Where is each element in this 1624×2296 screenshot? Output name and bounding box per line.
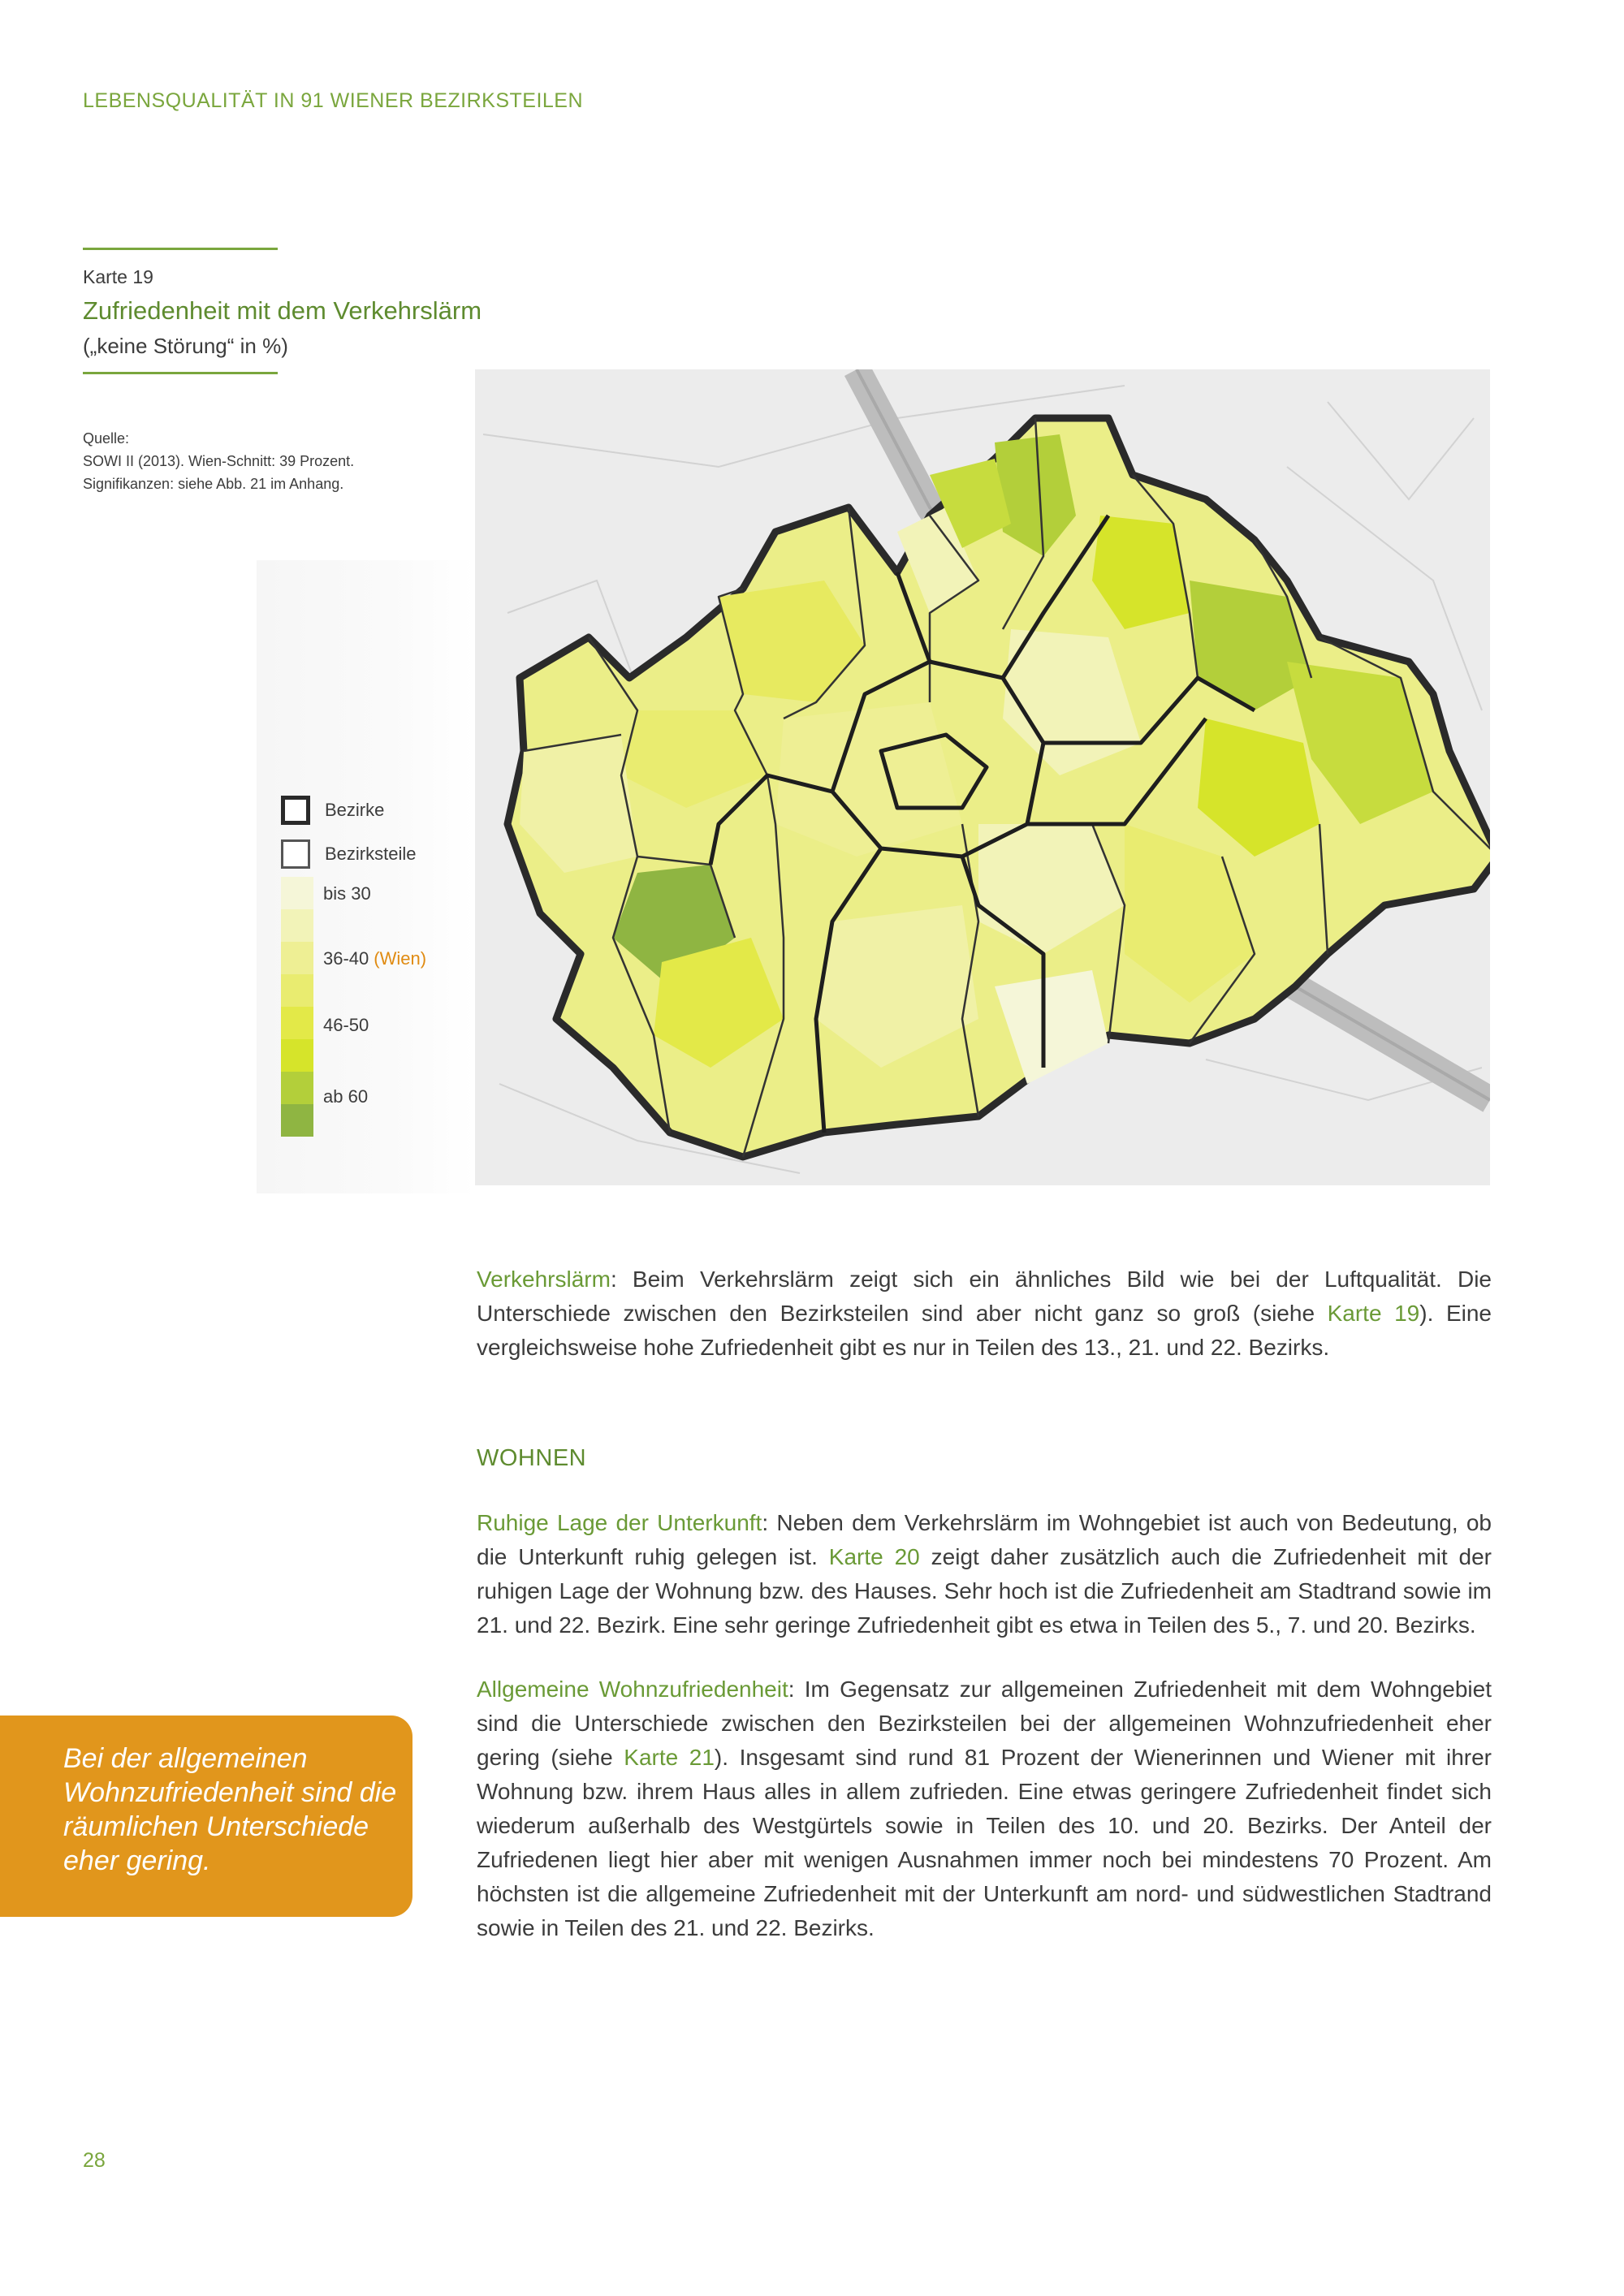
legend-ramp-swatch [281, 909, 313, 942]
pull-quote-callout [0, 1716, 412, 1917]
legend-swatch-bezirksteile [281, 839, 310, 869]
map-source [83, 427, 424, 495]
legend-class-2: 36-40 (Wien) [323, 948, 427, 969]
legend-class-1: bis 30 [323, 883, 371, 904]
legend-ramp-swatch [281, 974, 313, 1007]
legend-ramp-swatch [281, 942, 313, 974]
paragraph-lead-verkehrslaerm: Verkehrslärm [477, 1267, 611, 1292]
legend-ramp-swatch [281, 1039, 313, 1072]
legend-ramp-swatch [281, 1104, 313, 1137]
legend-ramp-swatch [281, 1072, 313, 1104]
legend-wien-note: (Wien) [374, 948, 427, 969]
callout-text: Bei der allgemeinen Wohnzufriedenheit sind die räumlichen Unterschiede eher gering. [63, 1743, 397, 1876]
running-header: LEBENSQUALITÄT IN 91 WIENER BEZIRKSTEILEN [83, 89, 584, 112]
caption-rule-bottom [83, 372, 278, 374]
paragraph-verkehrslaerm: Verkehrslärm: Beim Verkehrslärm zeigt sich ein ähnliches Bild wie bei der Luftqualität. Die Unterschiede zwischen den Bezirksteilen sind aber nicht ganz so groß (siehe Karte 19). Eine vergleichsweise hohe Zufriedenheit gibt es nur in Teilen des 13., 21. und 22. Bezirks. [477, 1267, 1492, 1360]
paragraph-ruhige-lage: Ruhige Lage der Unterkunft: Neben dem Verkehrslärm im Wohngebiet ist auch von Bedeutung, ob die Unterkunft ruhig gelegen ist. Karte 20 zeigt daher zusätzlich auch die Zufriedenheit mit der ruhigen Lage der Wohnung bzw. des Hauses. Sehr hoch ist die Zufriedenheit am Stadtrand sowie im 21. und 22. Bezirk. Eine sehr geringe Zufriedenheit gibt es etwa in Teilen des 5., 7. und 20. Bezirks. [477, 1510, 1492, 1638]
map-label: Karte 19 [83, 266, 153, 287]
legend-class-4: ab 60 [323, 1086, 369, 1107]
source-label: Quelle: [83, 430, 130, 447]
legend-class-3: 46-50 [323, 1015, 369, 1035]
legend-item-bezirksteile [281, 839, 416, 869]
page-number: 28 [83, 2149, 106, 2172]
legend-label-bezirksteile: Bezirksteile [325, 844, 417, 864]
legend-label-bezirke: Bezirke [325, 800, 385, 820]
ref-karte-20[interactable]: Karte 20 [828, 1544, 920, 1569]
map-title: Zufriedenheit mit dem Verkehrslärm [83, 296, 482, 325]
legend-ramp-swatch [281, 877, 313, 909]
source-line-2: Signifikanzen: siehe Abb. 21 im Anhang. [83, 476, 344, 492]
source-line-1: SOWI II (2013). Wien-Schnitt: 39 Prozent. [83, 453, 355, 469]
vienna-choropleth-map [475, 369, 1490, 1185]
legend-ramp-swatch [281, 1007, 313, 1039]
legend-item-bezirke [281, 796, 384, 825]
paragraph-lead-wohnzufriedenheit: Allgemeine Wohnzufriedenheit [477, 1677, 788, 1702]
ref-karte-19[interactable]: Karte 19 [1327, 1301, 1420, 1326]
legend-color-ramp [281, 877, 313, 1137]
caption-rule-top [83, 248, 278, 250]
section-heading-wohnen: WOHNEN [477, 1445, 587, 1471]
map-subtitle: („keine Störung“ in %) [83, 334, 288, 358]
paragraph-wohnzufriedenheit: Allgemeine Wohnzufriedenheit: Im Gegensatz zur allgemeinen Zufriedenheit mit dem Wohngebiet sind die Unterschiede zwischen den Bezirksteilen bei der allgemeinen Wohnzufriedenheit eher gering (siehe Karte 21). Insgesamt sind rund 81 Prozent der Wienerinnen und Wiener mit ihrer Wohnung bzw. ihrem Haus alles in allem zufrieden. Eine etwas geringere Zufriedenheit findet sich wiederum außerhalb des Westgürtels sowie in Teilen des 10. und 20. Bezirks. Der Anteil der Zufriedenen liegt hier aber mit wenigen Ausnahmen immer noch bei mindestens 70 Prozent. Am höchsten ist die allgemeine Zufriedenheit mit der Unterkunft am nord- und südwestlichen Stadtrand sowie in Teilen des 21. und 22. Bezirks. [477, 1677, 1492, 1940]
paragraph-lead-ruhige-lage: Ruhige Lage der Unterkunft [477, 1510, 762, 1535]
ref-karte-21[interactable]: Karte 21 [624, 1745, 715, 1770]
legend-swatch-bezirke [281, 796, 310, 825]
